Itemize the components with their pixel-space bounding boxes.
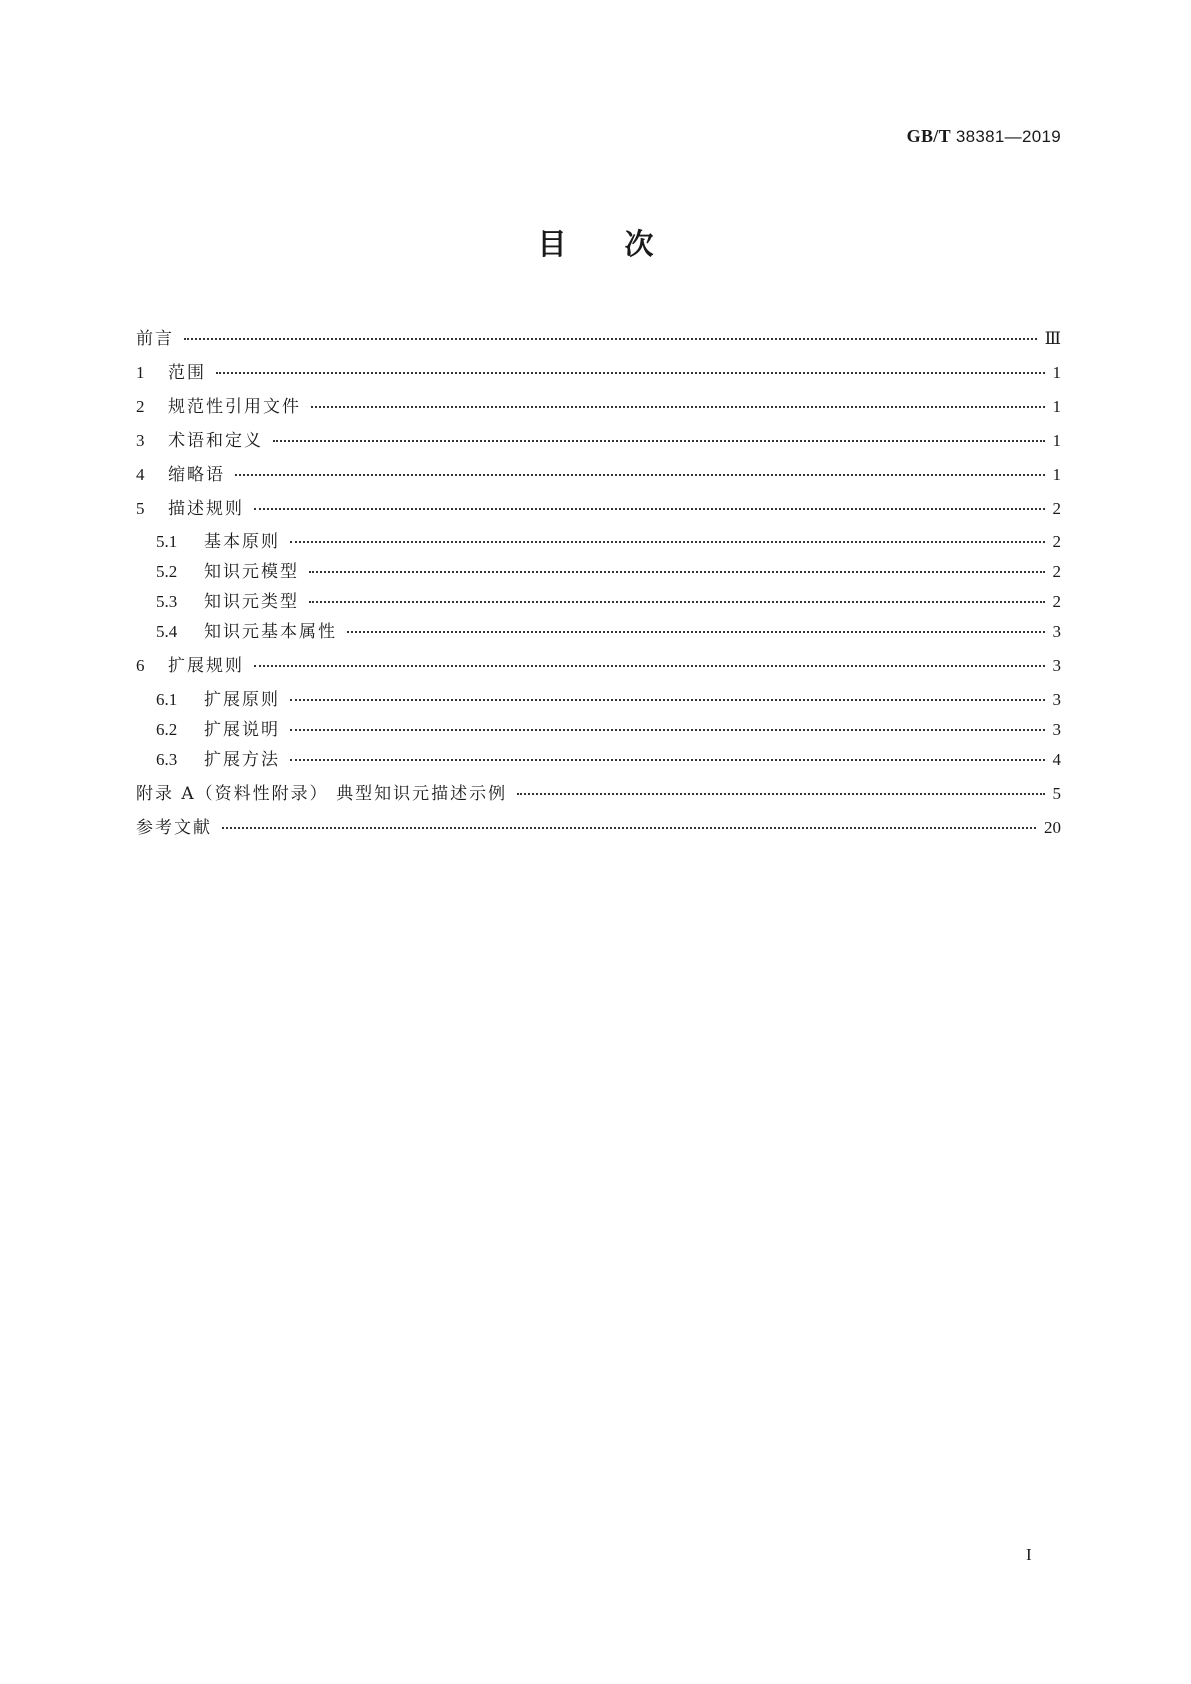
- toc-entry-page: 5: [1052, 784, 1061, 803]
- toc-entry-label: 扩展说明: [204, 720, 280, 740]
- toc-entry-5-2[interactable]: [156, 561, 1061, 583]
- toc-entry-number: 4: [136, 465, 145, 484]
- toc-entry-page: 2: [1052, 562, 1061, 581]
- toc-entry-foreword[interactable]: [136, 328, 1061, 350]
- toc-entry-page: 3: [1052, 656, 1061, 675]
- dot-leader: [290, 728, 1045, 731]
- dot-leader: [184, 337, 1037, 340]
- dot-leader: [235, 473, 1045, 476]
- toc-entry-2[interactable]: [136, 396, 1061, 418]
- toc-entry-5-4[interactable]: [156, 621, 1061, 643]
- toc-entry-page: 4: [1052, 750, 1061, 769]
- toc-entry-label: 前言: [136, 329, 174, 349]
- toc-entry-3[interactable]: [136, 430, 1061, 452]
- toc-entry-label: 扩展方法: [204, 750, 280, 770]
- standard-prefix: GB/T: [906, 126, 951, 146]
- toc-entry-label: 规范性引用文件: [168, 397, 301, 417]
- toc-entry-label: 知识元模型: [204, 562, 299, 582]
- toc-entry-6-3[interactable]: [156, 749, 1061, 771]
- toc-entry-appendix-a[interactable]: [136, 783, 1061, 805]
- toc-entry-page: 1: [1052, 431, 1061, 450]
- toc-entry-number: 6.2: [156, 720, 178, 739]
- toc-entry-number: 1: [136, 363, 145, 382]
- toc-entry-number: 5: [136, 499, 145, 518]
- toc-entry-label: 扩展规则: [168, 656, 244, 676]
- toc-entry-page: Ⅲ: [1044, 329, 1061, 348]
- standard-number: 38381—2019: [955, 127, 1061, 146]
- toc-entry-label: 知识元基本属性: [204, 622, 337, 642]
- dot-leader: [290, 698, 1045, 701]
- toc-entry-page: 3: [1052, 720, 1061, 739]
- toc-entry-number: 3: [136, 431, 145, 450]
- dot-leader: [347, 630, 1045, 633]
- toc-entry-5[interactable]: [136, 498, 1061, 520]
- dot-leader: [254, 664, 1045, 667]
- toc-entry-1[interactable]: [136, 362, 1061, 384]
- toc-entry-page: 2: [1052, 499, 1061, 518]
- toc-entry-number: 5.1: [156, 532, 178, 551]
- toc-entry-page: 2: [1052, 592, 1061, 611]
- dot-leader: [290, 540, 1045, 543]
- toc-entry-page: 1: [1052, 465, 1061, 484]
- toc-entry-5-3[interactable]: [156, 591, 1061, 613]
- toc-entry-4[interactable]: [136, 464, 1061, 486]
- dot-leader: [309, 570, 1045, 573]
- toc-entry-page: 1: [1052, 397, 1061, 416]
- toc-entry-page: 20: [1044, 818, 1061, 837]
- dot-leader: [290, 758, 1045, 761]
- toc-entry-number: 6.1: [156, 690, 178, 709]
- page-number: I: [1026, 1545, 1032, 1564]
- dot-leader: [222, 826, 1036, 829]
- toc-entry-label: 知识元类型: [204, 592, 299, 612]
- toc-entry-number: 5.2: [156, 562, 178, 581]
- dot-leader: [309, 600, 1045, 603]
- toc-entry-page: 2: [1052, 532, 1061, 551]
- standard-code: [907, 126, 1061, 147]
- dot-leader: [216, 371, 1045, 374]
- toc-entry-6[interactable]: [136, 655, 1061, 677]
- toc-entry-number: 5.3: [156, 592, 178, 611]
- toc-entry-references[interactable]: [136, 817, 1061, 839]
- toc-entry-page: 3: [1052, 690, 1061, 709]
- dot-leader: [517, 792, 1044, 795]
- toc-entry-label: 术语和定义: [168, 431, 263, 451]
- toc-entry-label: 缩略语: [168, 465, 225, 485]
- toc-entry-label: 扩展原则: [204, 690, 280, 710]
- dot-leader: [273, 439, 1045, 442]
- toc-entry-number: 6.3: [156, 750, 178, 769]
- toc-entry-label: 描述规则: [168, 499, 244, 519]
- dot-leader: [311, 405, 1045, 408]
- toc-title: 目次: [537, 227, 712, 261]
- toc-entry-label: 基本原则: [204, 532, 280, 552]
- toc-entry-number: 5.4: [156, 622, 178, 641]
- toc-entry-6-1[interactable]: [156, 689, 1061, 711]
- toc-entry-label: 范围: [168, 363, 206, 383]
- dot-leader: [254, 507, 1045, 510]
- toc-entry-number: 2: [136, 397, 145, 416]
- toc-entry-number: 6: [136, 656, 145, 675]
- toc-entry-6-2[interactable]: [156, 719, 1061, 741]
- toc-entry-page: 3: [1052, 622, 1061, 641]
- toc-entry-label: 附录 A（资料性附录） 典型知识元描述示例: [136, 784, 508, 804]
- toc-entry-label: 参考文献: [136, 818, 212, 838]
- toc-entry-5-1[interactable]: [156, 531, 1061, 553]
- toc-entry-page: 1: [1052, 363, 1061, 382]
